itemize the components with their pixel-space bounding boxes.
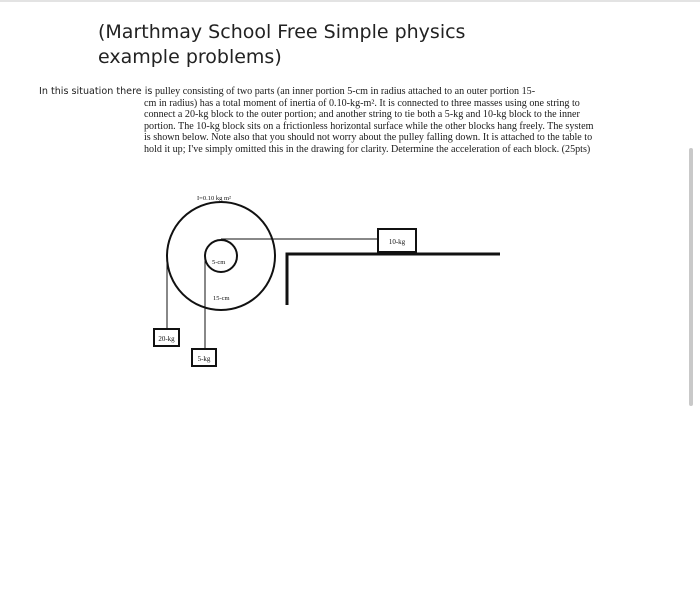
block-20kg-label: 20-kg xyxy=(158,335,175,343)
inner-pulley-circle xyxy=(205,240,237,272)
frictionless-table xyxy=(287,254,500,305)
problem-text-first-line: pulley consisting of two parts (an inner portion 5-cm in radius attached to an outer portion 15- xyxy=(152,86,536,97)
title-line-1: (Marthmay School Free Simple physics xyxy=(98,21,466,43)
inner-radius-label: 5-cm xyxy=(212,259,226,266)
block-10kg-label: 10-kg xyxy=(388,238,406,246)
outer-pulley-circle xyxy=(167,202,275,310)
problem-text-body: cm in radius) has a total moment of inertia of 0.10-kg-m². It is connected to three masses using one string to connect a 20-kg block to the outer portion; and another string to tie both a 5-kg and 10-kg block to the inner portion. The 10-kg block sits on a frictionless horizontal surface while the other blocks hang freely. The system is shown below. Note also that you should not worry about the pulley falling down. It is attached to the table to hold it up; I've simply omitted this in the drawing for clarity. Determine the acceleration of each block. (25pts) xyxy=(144,97,594,155)
title-line-2: example problems) xyxy=(98,46,282,68)
block-5kg-label: 5-kg xyxy=(197,355,211,363)
problem-lead: In this situation there is xyxy=(39,86,153,97)
moment-of-inertia-label: I=0.10 kg m² xyxy=(197,195,231,202)
outer-radius-label: 15-cm xyxy=(213,295,230,302)
vertical-scrollbar[interactable] xyxy=(689,148,693,406)
